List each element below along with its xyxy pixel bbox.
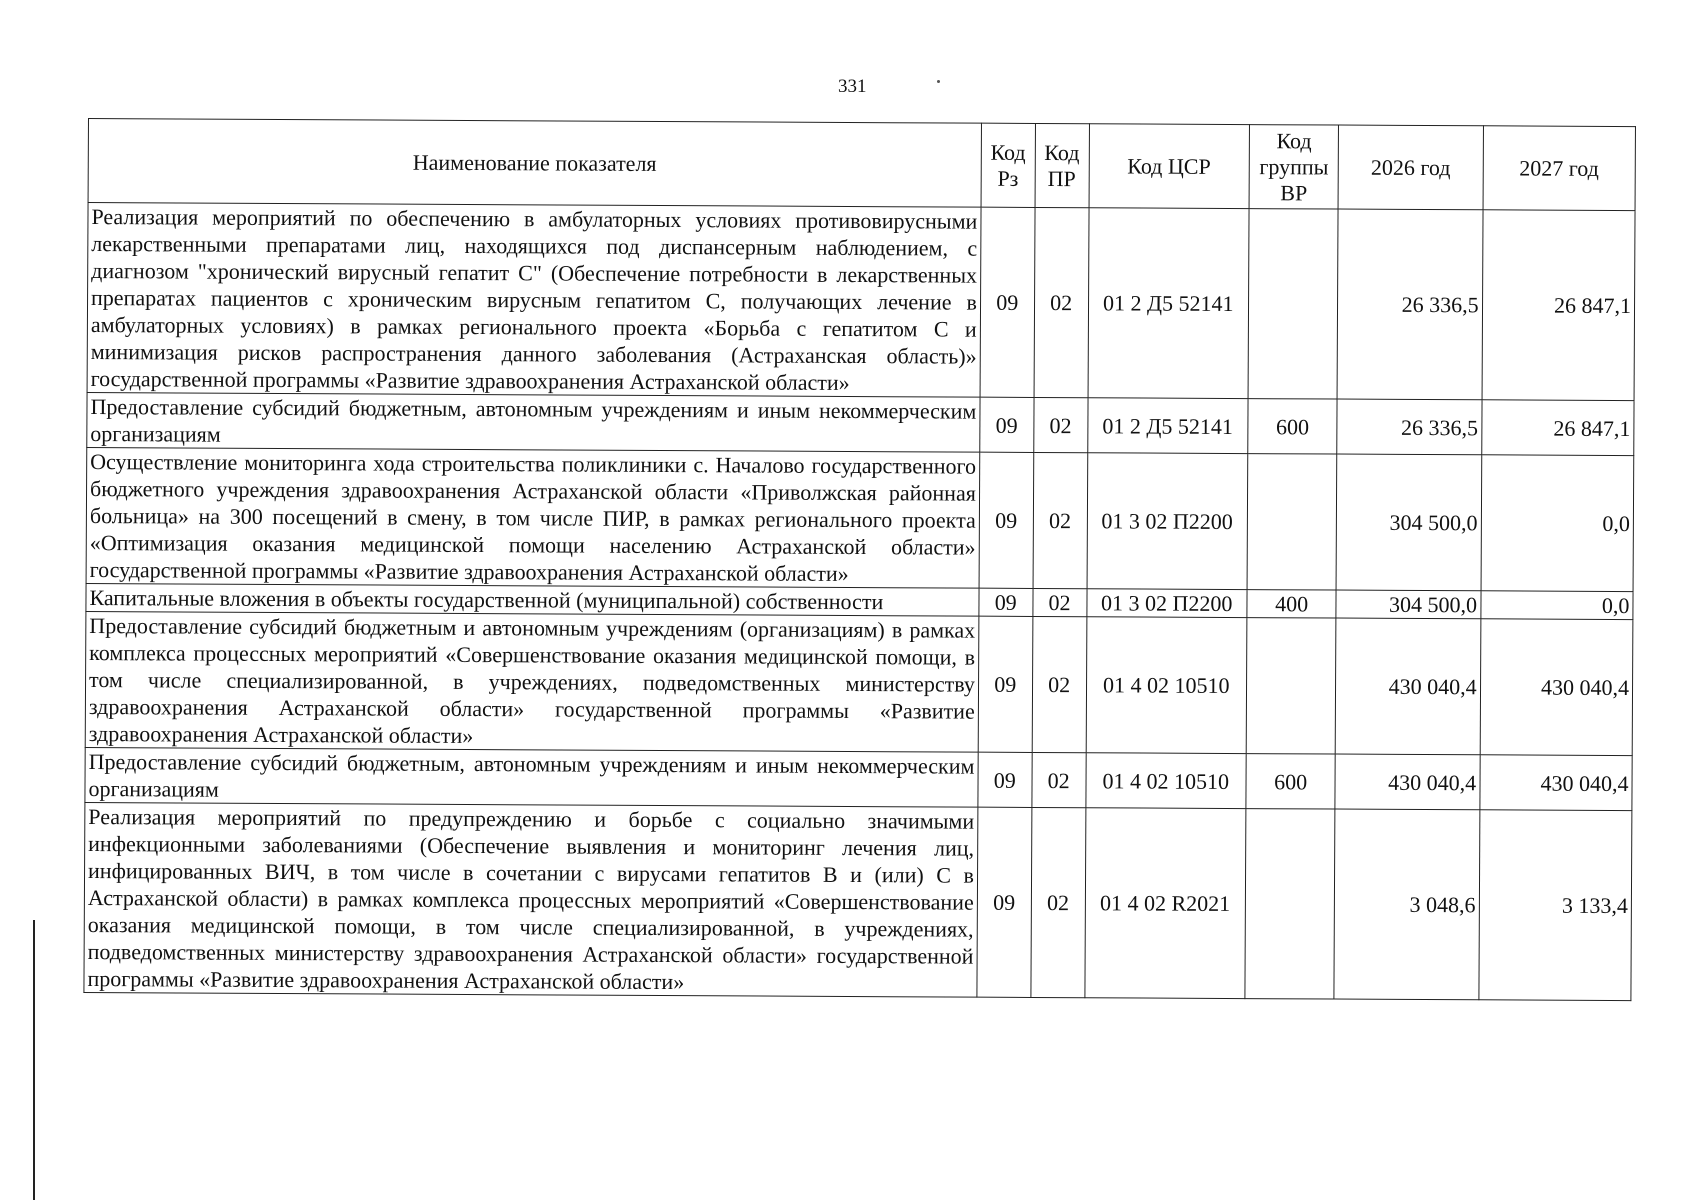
row-rz: 09 <box>979 588 1033 616</box>
row-name: Реализация мероприятий по обеспечению в амбулаторных условиях противовирусными лекарственными препаратами лиц, находящихся под диспансерным наблюдением, с диагнозом "хронический вирусный гепатит С" (Обеспечение потребности в лекарственных препаратах пациентов с хроническим вирусным гепатитом С, получающих лечение в амбулаторных условиях) в рамках регионального проекта «Борьба с гепатитом С и минимизация рисков распространения данного заболевания (Астраханская область)» государственной программы «Развитие здравоохранения Астраханской области» <box>87 203 981 398</box>
row-vr: 400 <box>1247 590 1337 618</box>
row-2026: 26 336,5 <box>1337 399 1482 455</box>
header-2027: 2027 год <box>1483 126 1636 211</box>
row-name: Осуществление мониторинга хода строительства поликлиники с. Началово государственного бюджетного учреждения здравоохранения Астраханской области «Приволжская районная больница» на 300 посещений в смену, в том числе ПИР, в рамках регионального проекта «Оптимизация оказания медицинской помощи населению Астраханской области» государственной программы «Развитие здравоохранения Астраханской области» <box>86 447 980 588</box>
table-row <box>87 203 1635 401</box>
row-pr: 02 <box>1033 397 1087 452</box>
row-csr: 01 2 Д5 52141 <box>1087 398 1248 454</box>
table-row <box>85 611 1633 755</box>
row-pr: 02 <box>1033 452 1088 588</box>
row-vr <box>1247 454 1337 590</box>
row-csr: 01 4 02 10510 <box>1086 617 1247 754</box>
row-csr: 01 3 02 П2200 <box>1087 453 1248 590</box>
header-csr: Код ЦСР <box>1089 124 1250 209</box>
header-rz: Код Рз <box>981 123 1035 207</box>
table-row <box>85 747 1632 810</box>
row-vr: 600 <box>1248 399 1338 454</box>
header-2026: 2026 год <box>1338 125 1483 210</box>
table-header-row <box>88 119 1635 211</box>
row-2027: 430 040,4 <box>1480 619 1633 756</box>
row-rz: 09 <box>978 616 1033 752</box>
budget-table <box>83 118 1636 1001</box>
row-name: Предоставление субсидий бюджетным, автономным учреждениям и иным некоммерческим организациям <box>85 747 978 807</box>
row-2027: 430 040,4 <box>1479 755 1632 811</box>
row-2026: 26 336,5 <box>1337 209 1482 400</box>
binding-margin-line <box>33 920 35 1200</box>
row-pr: 02 <box>1032 616 1087 752</box>
row-rz: 09 <box>978 752 1032 807</box>
row-pr: 02 <box>1033 588 1087 616</box>
header-vr: Код группы ВР <box>1249 125 1339 209</box>
row-name: Предоставление субсидий бюджетным и автономным учреждениям (организациям) в рамках комплекса процессных мероприятий «Совершенствование оказания медицинской помощи, в том числе специализированной, в учреждениях, подведомственных министерству здравоохранения Астраханской области» государственной программы «Развитие здравоохранения Астраханской области» <box>85 611 979 752</box>
row-pr: 02 <box>1031 807 1086 997</box>
scan-speck <box>937 80 940 83</box>
row-2027: 26 847,1 <box>1482 210 1635 401</box>
row-name: Предоставление субсидий бюджетным, автономным учреждениям и иным некоммерческим организациям <box>87 392 980 452</box>
row-2026: 430 040,4 <box>1336 618 1481 755</box>
page-number: 331 <box>838 76 867 97</box>
row-rz: 09 <box>979 452 1034 588</box>
row-2026: 304 500,0 <box>1336 590 1480 619</box>
row-2026: 304 500,0 <box>1336 454 1481 591</box>
row-rz: 09 <box>980 207 1035 397</box>
row-name: Реализация мероприятий по предупреждению и борьбе с социально значимыми инфекционными заболеваниями (Обеспечение выявления и мониторинг лечения лиц, инфицированных ВИЧ, в том числе в сочетании с вирусами гепатитов В и (или) С в Астраханской области) в рамках комплекса процессных мероприятий «Совершенствование оказания медицинской помощи, в том числе специализированной, в учреждениях, подведомственных министерству здравоохранения Астраханской области» государственной программы «Развитие здравоохранения Астраханской области» <box>84 802 978 997</box>
table-row <box>86 447 1634 591</box>
row-vr: 600 <box>1246 754 1336 809</box>
row-name: Капитальные вложения в объекты государственной (муниципальной) собственности <box>86 583 979 616</box>
header-name: Наименование показателя <box>88 119 981 208</box>
table-row <box>84 802 1632 1000</box>
row-pr: 02 <box>1032 752 1086 807</box>
row-2026: 430 040,4 <box>1335 754 1480 810</box>
row-csr: 01 3 02 П2200 <box>1086 589 1247 618</box>
table-row <box>87 392 1634 455</box>
row-vr <box>1245 809 1335 999</box>
row-2027: 0,0 <box>1481 455 1634 592</box>
row-2027: 0,0 <box>1480 591 1633 620</box>
row-rz: 09 <box>977 807 1032 997</box>
row-vr <box>1248 209 1338 399</box>
row-csr: 01 4 02 R2021 <box>1084 808 1245 999</box>
row-csr: 01 4 02 10510 <box>1085 753 1246 809</box>
row-pr: 02 <box>1034 207 1089 397</box>
row-rz: 09 <box>980 397 1034 452</box>
row-vr <box>1246 618 1336 754</box>
row-csr: 01 2 Д5 52141 <box>1088 208 1249 399</box>
row-2027: 3 133,4 <box>1478 810 1631 1001</box>
row-2026: 3 048,6 <box>1334 809 1479 1000</box>
row-2027: 26 847,1 <box>1481 400 1634 456</box>
header-pr: Код ПР <box>1035 123 1089 207</box>
